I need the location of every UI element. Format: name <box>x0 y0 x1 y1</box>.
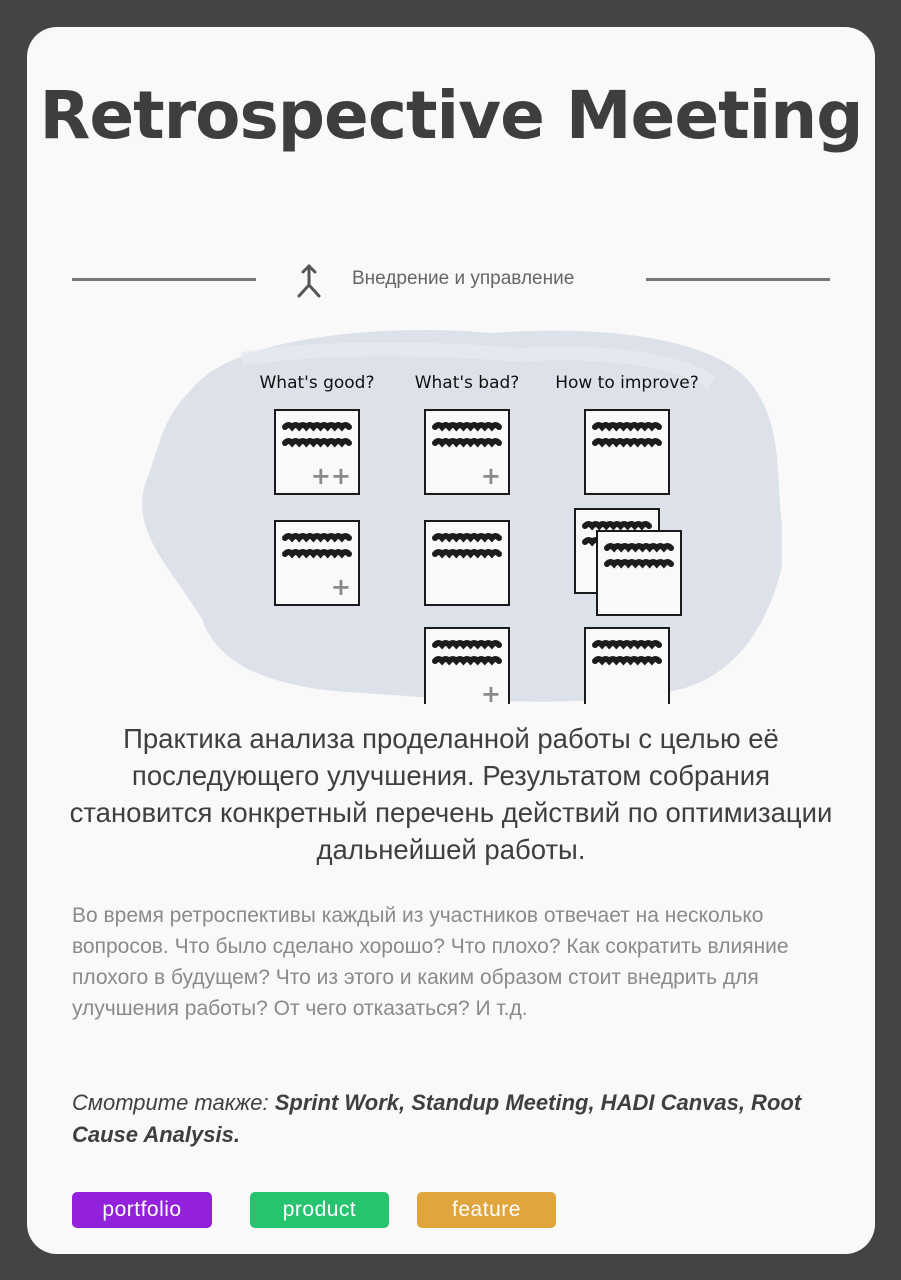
category-label: Внедрение и управление <box>352 268 575 289</box>
sticky-note <box>425 521 509 605</box>
see-also <box>72 1087 842 1151</box>
plus-mark: + <box>330 573 351 601</box>
merge-arrow-icon <box>293 263 325 299</box>
body-paragraph: Во время ретроспективы каждый из участников отвечает на несколько вопросов. Что было сделано хорошо? Что плохо? Как сократить влияние плохого в будущем? Что из этого и каким образом стоит внедрить для улучшения работы? От чего отказаться? И т.д. <box>72 904 789 1020</box>
divider-left <box>72 278 256 281</box>
sticky-note <box>585 410 669 494</box>
sticky-note <box>425 410 509 494</box>
sticky-note-front <box>597 531 681 615</box>
sticky-note <box>425 628 509 704</box>
tag-portfolio[interactable]: portfolio <box>72 1192 212 1228</box>
sticky-note <box>275 410 359 494</box>
sticky-note <box>275 521 359 605</box>
lead-paragraph: Практика анализа проделанной работы с целью её последующего улучшения. Результатом собрания становится конкретный перечень действий по оптимизации дальнейшей работы. <box>69 723 833 865</box>
practice-card <box>27 27 875 1254</box>
tag-feature[interactable]: feature <box>417 1192 556 1228</box>
tag-product[interactable]: product <box>250 1192 389 1228</box>
see-also-links[interactable]: Sprint Work, Standup Meeting, HADI Canvas, Root Cause Analysis. <box>72 1090 802 1147</box>
retro-board-illustration <box>122 319 782 704</box>
plus-mark: ++ <box>310 462 351 490</box>
sticky-note <box>585 628 669 704</box>
see-also-label: Смотрите также: <box>72 1090 269 1115</box>
column-heading-bad: What's bad? <box>414 373 520 393</box>
card-title: Retrospective Meeting <box>39 77 863 154</box>
column-heading-improve: How to improve? <box>555 373 699 393</box>
column-heading-good: What's good? <box>259 373 375 393</box>
divider-right <box>646 278 830 281</box>
plus-mark: + <box>480 680 501 704</box>
plus-mark: + <box>480 462 501 490</box>
